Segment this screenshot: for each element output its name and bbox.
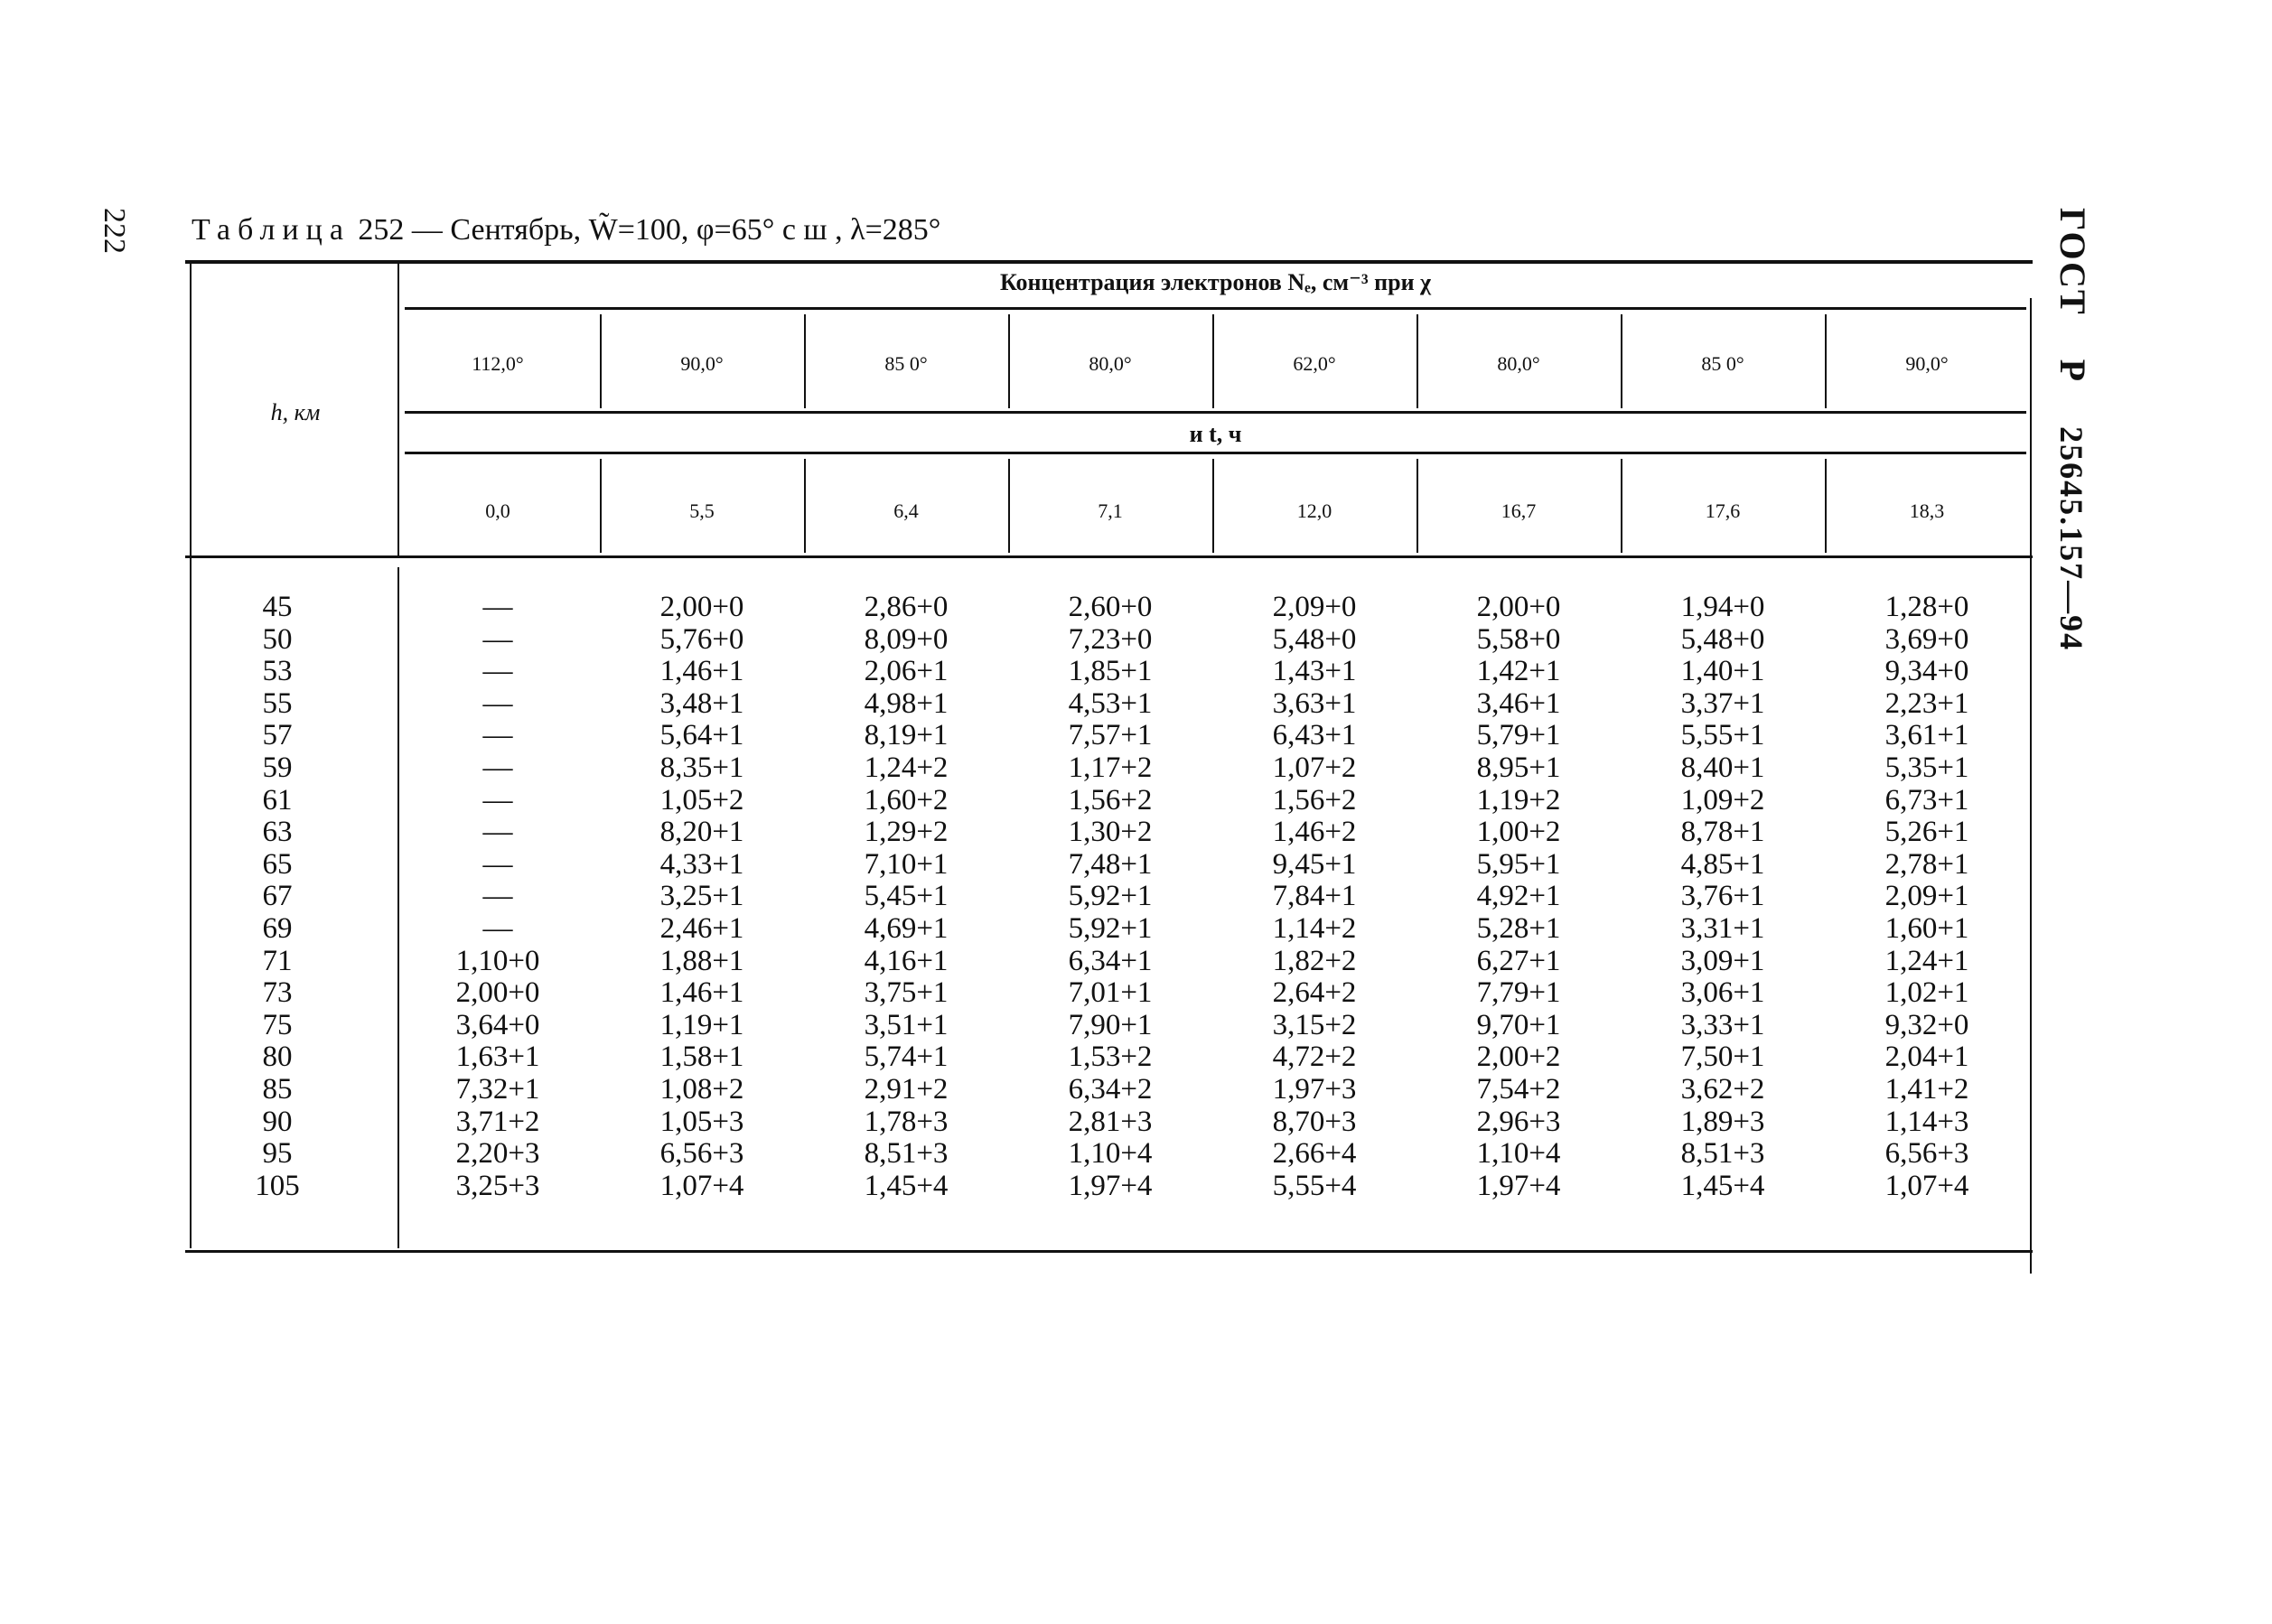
table-cell: 1,14+3 [1884,1105,1969,1138]
table-cell: 2,23+1 [1884,686,1969,720]
table-cell: 2,64+2 [1272,976,1357,1010]
table-cell: 2,96+3 [1476,1105,1561,1138]
table-cell: — [482,591,513,623]
table-cell: 1,08+2 [659,1072,744,1106]
table-cell: 1,28+0 [1884,591,1969,623]
height-cell: 73 [262,976,293,1010]
caption-text: 252 — Сентябрь, W̃=100, φ=65° с ш , λ=285° [358,213,941,247]
table-cell: 4,92+1 [1476,880,1561,913]
table-cell: 6,73+1 [1884,783,1969,817]
table-cell: 1,30+2 [1068,816,1153,849]
table-cell: 2,20+3 [455,1137,540,1171]
chi-value: 85 0° [884,352,928,375]
table-cell: 6,56+3 [659,1137,744,1171]
table-cell: 1,17+2 [1068,751,1153,784]
t-value: 6,4 [893,499,919,522]
table-cell: 5,92+1 [1068,880,1153,913]
height-cell: 63 [262,816,293,849]
table-cell: 1,97+4 [1476,1169,1561,1202]
t-value: 12,0 [1296,499,1332,522]
table-cell: 1,85+1 [1068,655,1153,688]
table-cell: 8,51+3 [1680,1137,1765,1171]
table-cell: 2,66+4 [1272,1137,1357,1171]
height-cell: 105 [255,1169,300,1202]
table-cell: 2,91+2 [864,1072,949,1106]
table-cell: 8,20+1 [659,816,744,849]
table-cell: 2,00+0 [659,591,744,623]
table-cell: 8,19+1 [864,719,949,752]
table-cell: — [482,783,513,817]
table-cell: 2,60+0 [1068,591,1153,623]
table-cell: 1,10+0 [455,944,540,977]
table-cell: 2,78+1 [1884,847,1969,881]
table-cell: 3,71+2 [455,1105,540,1138]
table-cell: 8,09+0 [864,622,949,656]
table-cell: 7,01+1 [1068,976,1153,1010]
table-cell: 5,79+1 [1476,719,1561,752]
table-cell: 8,78+1 [1680,816,1765,849]
table-cell: 1,02+1 [1884,976,1969,1010]
row-label-header: h, км [270,399,321,425]
table-cell: 5,64+1 [659,719,744,752]
table-cell: — [482,911,513,945]
table-cell: 3,09+1 [1680,944,1765,977]
table-cell: 1,09+2 [1680,783,1765,817]
table-cell: 1,53+2 [1068,1041,1153,1074]
table-cell: 9,32+0 [1884,1008,1969,1041]
table-cell: 5,26+1 [1884,816,1969,849]
table-cell: 7,32+1 [455,1072,540,1106]
table-cell: 1,82+2 [1272,944,1357,977]
table-cell: — [482,719,513,752]
t-value: 17,6 [1705,499,1741,522]
table-cell: 1,63+1 [455,1041,540,1074]
data-column [1008,592,1212,1202]
chi-value: 80,0° [1089,352,1132,375]
height-cell: 45 [262,591,293,623]
data-column [804,592,1008,1202]
table-cell: 1,46+1 [659,655,744,688]
height-cell: 85 [262,1072,293,1106]
table-cell: 1,00+2 [1476,816,1561,849]
table-cell: 4,33+1 [659,847,744,881]
chi-row-rule [405,411,2026,414]
table-cell: 3,76+1 [1680,880,1765,913]
table-cell: 3,37+1 [1680,686,1765,720]
table-cell: 1,97+3 [1272,1072,1357,1106]
data-column [396,592,600,1202]
table-cell: 1,10+4 [1476,1137,1561,1171]
caption-word: Таблица [192,213,351,247]
table-cell: 1,29+2 [864,816,949,849]
data-column [1621,592,1825,1202]
table-cell: 7,84+1 [1272,880,1357,913]
table-cell: 9,34+0 [1884,655,1969,688]
table-cell: 7,79+1 [1476,976,1561,1010]
table-cell: 4,98+1 [864,686,949,720]
table-cell: 1,88+1 [659,944,744,977]
table-cell: 1,97+4 [1068,1169,1153,1202]
table-cell: 2,04+1 [1884,1041,1969,1074]
chi-value: 80,0° [1497,352,1540,375]
table-cell: 2,06+1 [864,655,949,688]
height-cell: 53 [262,655,293,688]
height-cell: 67 [262,880,293,913]
table-cell: 9,70+1 [1476,1008,1561,1041]
table-cell: 1,78+3 [864,1105,949,1138]
table-cell: 6,27+1 [1476,944,1561,977]
table-cell: 1,19+1 [659,1008,744,1041]
table-cell: 2,86+0 [864,591,949,623]
table-cell: 6,56+3 [1884,1137,1969,1171]
table-cell: 1,89+3 [1680,1105,1765,1138]
height-cell: 50 [262,622,293,656]
table-bottom-rule [185,1250,2033,1253]
table-cell: 3,75+1 [864,976,949,1010]
table-cell: 5,28+1 [1476,911,1561,945]
table-cell: 1,60+2 [864,783,949,817]
table-cell: 1,07+2 [1272,751,1357,784]
standard-number: 25645.157—94 [2053,426,2090,652]
header-bottom-rule [185,555,2033,558]
chi-value: 90,0° [1905,352,1949,375]
table-cell: 2,00+2 [1476,1041,1561,1074]
chi-value: 62,0° [1293,352,1336,375]
table-cell: 1,10+4 [1068,1137,1153,1171]
time-title-rule [405,452,2026,454]
table-cell: 7,10+1 [864,847,949,881]
table-cell: 8,51+3 [864,1137,949,1171]
table-cell: — [482,655,513,688]
table-cell: 3,64+0 [455,1008,540,1041]
table-cell: 5,55+4 [1272,1169,1357,1202]
table-cell: 1,19+2 [1476,783,1561,817]
table-cell: 5,55+1 [1680,719,1765,752]
group-title: Концентрация электронов Nₑ, см⁻³ при χ [999,269,1432,295]
t-value: 0,0 [485,499,510,522]
height-cell: 75 [262,1008,293,1041]
table-caption [192,213,940,247]
table-cell: 4,69+1 [864,911,949,945]
table-cell: 1,07+4 [659,1169,744,1202]
table-cell: — [482,686,513,720]
data-column [1416,592,1621,1202]
table-cell: 3,62+2 [1680,1072,1765,1106]
table-cell: 5,48+0 [1680,622,1765,656]
table-cell: 5,92+1 [1068,911,1153,945]
table-cell: 2,00+0 [1476,591,1561,623]
height-cell: 90 [262,1105,293,1138]
table-cell: 1,60+1 [1884,911,1969,945]
table-cell: 4,16+1 [864,944,949,977]
table-cell: 3,48+1 [659,686,744,720]
table-cell: 3,15+2 [1272,1008,1357,1041]
table-cell: 4,53+1 [1068,686,1153,720]
height-cell: 95 [262,1137,293,1171]
table-cell: 8,95+1 [1476,751,1561,784]
chi-value: 112,0° [472,352,524,375]
table-cell: 3,63+1 [1272,686,1357,720]
table-cell: 1,46+1 [659,976,744,1010]
table-cell: 5,58+0 [1476,622,1561,656]
height-cell: 61 [262,783,293,817]
time-title: и t, ч [1189,421,1242,447]
height-cell: 80 [262,1041,293,1074]
table-cell: 7,23+0 [1068,622,1153,656]
table-cell: 2,09+0 [1272,591,1357,623]
table-cell: 3,25+1 [659,880,744,913]
table-cell: 3,31+1 [1680,911,1765,945]
table-cell: — [482,751,513,784]
height-cell: 65 [262,847,293,881]
table-cell: — [482,847,513,881]
table-cell: 2,81+3 [1068,1105,1153,1138]
data-column [600,592,804,1202]
table-cell: 3,46+1 [1476,686,1561,720]
table-cell: 4,85+1 [1680,847,1765,881]
table-cell: 1,07+4 [1884,1169,1969,1202]
table-cell: 1,24+1 [1884,944,1969,977]
table-right-border [2030,298,2032,1274]
table-cell: 1,14+2 [1272,911,1357,945]
table-cell: 5,45+1 [864,880,949,913]
table-cell: 1,42+1 [1476,655,1561,688]
table-cell: 5,35+1 [1884,751,1969,784]
table-cell: 5,76+0 [659,622,744,656]
table-cell: 4,72+2 [1272,1041,1357,1074]
table-cell: 1,45+4 [864,1169,949,1202]
data-column [1825,592,2029,1202]
table-cell: 6,43+1 [1272,719,1357,752]
page-number: 222 [98,208,131,254]
table-cell: 7,48+1 [1068,847,1153,881]
table-cell: 5,48+0 [1272,622,1357,656]
table-cell: 3,33+1 [1680,1008,1765,1041]
table-cell: 6,34+2 [1068,1072,1153,1106]
table-cell: 1,43+1 [1272,655,1357,688]
table-cell: 3,06+1 [1680,976,1765,1010]
table-cell: 7,90+1 [1068,1008,1153,1041]
table-cell: 9,45+1 [1272,847,1357,881]
height-cell: 69 [262,911,293,945]
table-cell: 3,51+1 [864,1008,949,1041]
t-value: 5,5 [689,499,715,522]
table-cell: 3,61+1 [1884,719,1969,752]
table-cell: 7,54+2 [1476,1072,1561,1106]
data-column [1212,592,1416,1202]
height-column [210,592,345,1202]
table-cell: 8,40+1 [1680,751,1765,784]
table-cell: 2,09+1 [1884,880,1969,913]
table-cell: 1,56+2 [1068,783,1153,817]
standard-gost: ГОСТ [2052,208,2093,316]
table-cell: — [482,622,513,656]
chi-value: 90,0° [680,352,724,375]
table-cell: — [482,880,513,913]
table-cell: 1,05+3 [659,1105,744,1138]
table-cell: 8,70+3 [1272,1105,1357,1138]
height-cell: 57 [262,719,293,752]
table-left-border [190,264,192,1248]
height-cell: 55 [262,686,293,720]
table-cell: — [482,816,513,849]
table-cell: 3,69+0 [1884,622,1969,656]
table-cell: 1,46+2 [1272,816,1357,849]
table-cell: 5,95+1 [1476,847,1561,881]
table-cell: 2,46+1 [659,911,744,945]
t-value: 18,3 [1909,499,1945,522]
group-title-rule [405,307,2026,310]
height-cell: 59 [262,751,293,784]
table-cell: 1,45+4 [1680,1169,1765,1202]
table-cell: 1,41+2 [1884,1072,1969,1106]
table-cell: 1,58+1 [659,1041,744,1074]
table-cell: 5,74+1 [864,1041,949,1074]
table-cell: 1,94+0 [1680,591,1765,623]
table-cell: 2,00+0 [455,976,540,1010]
height-cell: 71 [262,944,293,977]
table-cell: 1,40+1 [1680,655,1765,688]
standard-letter: Р [2052,359,2093,384]
table-cell: 7,57+1 [1068,719,1153,752]
chi-value: 85 0° [1701,352,1744,375]
table-cell: 1,24+2 [864,751,949,784]
table-cell: 1,05+2 [659,783,744,817]
table-cell: 7,50+1 [1680,1041,1765,1074]
t-value: 16,7 [1501,499,1537,522]
table-cell: 8,35+1 [659,751,744,784]
table-top-rule [185,260,2033,264]
table-cell: 6,34+1 [1068,944,1153,977]
table-cell: 3,25+3 [455,1169,540,1202]
standard-label [2052,208,2094,651]
t-value: 7,1 [1098,499,1123,522]
table-cell: 1,56+2 [1272,783,1357,817]
